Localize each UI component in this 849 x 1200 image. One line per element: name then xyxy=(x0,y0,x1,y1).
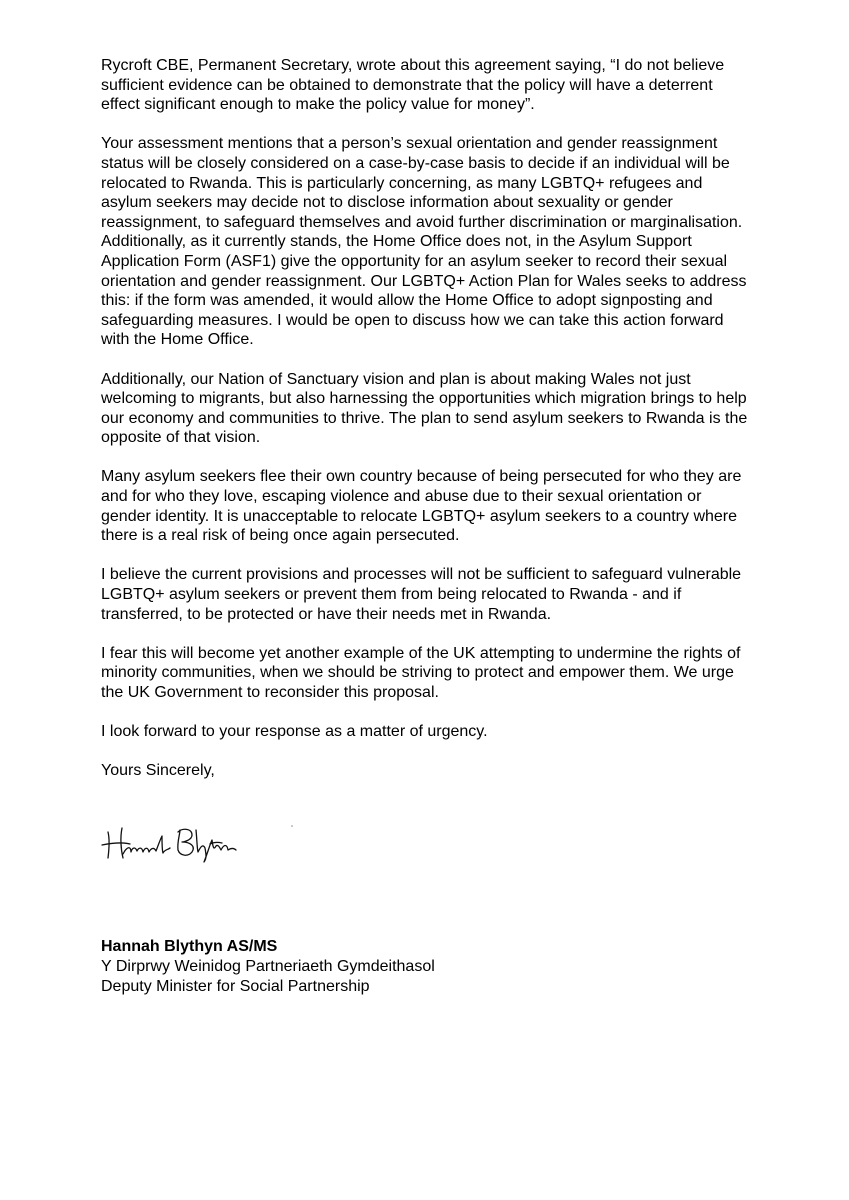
text-line: sufficient evidence can be obtained to demonstrate that the policy will have a deterrent xyxy=(101,76,713,94)
closing-salutation xyxy=(101,761,747,781)
text-line: opposite of that vision. xyxy=(101,429,261,447)
paragraph xyxy=(101,644,747,703)
text-line: status will be closely considered on a case-by-case basis to decide if an individual will be xyxy=(101,154,730,172)
text-line: I look forward to your response as a matter of urgency. xyxy=(101,723,488,741)
text-line: our economy and communities to thrive. The plan to send asylum seekers to Rwanda is the xyxy=(101,409,748,427)
text-line: I fear this will become yet another example of the UK attempting to undermine the rights of xyxy=(101,644,741,662)
text-line: asylum seekers may decide not to disclose information about sexuality or gender xyxy=(101,194,673,212)
text-line: Yours Sincerely, xyxy=(101,762,215,780)
text-line: minority communities, when we should be striving to protect and empower them. We urge xyxy=(101,664,734,682)
text-line: Additionally, as it currently stands, the Home Office does not, in the Asylum Support xyxy=(101,233,692,251)
text-line: orientation and gender reassignment. Our LGBTQ+ Action Plan for Wales seeks to address xyxy=(101,272,747,290)
signatory-name: Hannah Blythyn AS/MS xyxy=(101,938,278,955)
text-line: Application Form (ASF1) give the opportunity for an asylum seeker to record their sexual xyxy=(101,252,728,270)
text-line: and for who they love, escaping violence and abuse due to their sexual orientation or xyxy=(101,488,702,506)
signatory-block xyxy=(101,937,435,997)
text-line: Many asylum seekers flee their own country because of being persecuted for who they are xyxy=(101,468,742,486)
text-line: Rycroft CBE, Permanent Secretary, wrote about this agreement saying, “I do not believe xyxy=(101,57,725,74)
handwritten-signature xyxy=(100,818,300,868)
text-line: there is a real risk of being once again persecuted. xyxy=(101,527,460,545)
signatory-title-welsh: Y Dirprwy Weinidog Partneriaeth Gymdeithasol xyxy=(101,958,435,975)
text-line: this: if the form was amended, it would allow the Home Office to adopt signposting and xyxy=(101,292,713,310)
signatory-title-english: Deputy Minister for Social Partnership xyxy=(101,978,370,995)
text-line: relocated to Rwanda. This is particularly concerning, as many LGBTQ+ refugees and xyxy=(101,174,703,192)
paragraph xyxy=(101,722,747,742)
paragraph xyxy=(101,370,747,448)
paragraph xyxy=(101,134,747,350)
paragraph xyxy=(101,56,747,115)
paragraph xyxy=(101,565,747,624)
text-line: safeguarding measures. I would be open to discuss how we can take this action forward xyxy=(101,311,724,329)
text-line: I believe the current provisions and processes will not be sufficient to safeguard vulnerable xyxy=(101,566,742,584)
text-line: reassignment, to safeguard themselves and avoid further discrimination or marginalisation. xyxy=(101,213,743,231)
text-line: with the Home Office. xyxy=(101,331,254,349)
text-line: transferred, to be protected or have their needs met in Rwanda. xyxy=(101,605,552,623)
text-line: Your assessment mentions that a person’s sexual orientation and gender reassignment xyxy=(101,135,718,153)
text-line: effect significant enough to make the policy value for money”. xyxy=(101,96,535,114)
text-line: LGBTQ+ asylum seekers or prevent them from being relocated to Rwanda - and if xyxy=(101,586,682,604)
text-line: welcoming to migrants, but also harnessing the opportunities which migration brings to help xyxy=(101,390,747,408)
text-line: Additionally, our Nation of Sanctuary vision and plan is about making Wales not just xyxy=(101,370,691,388)
text-line: the UK Government to reconsider this proposal. xyxy=(101,684,439,701)
text-line: gender identity. It is unacceptable to relocate LGBTQ+ asylum seekers to a country where xyxy=(101,507,738,525)
letter-body xyxy=(101,56,747,801)
paragraph xyxy=(101,467,747,545)
